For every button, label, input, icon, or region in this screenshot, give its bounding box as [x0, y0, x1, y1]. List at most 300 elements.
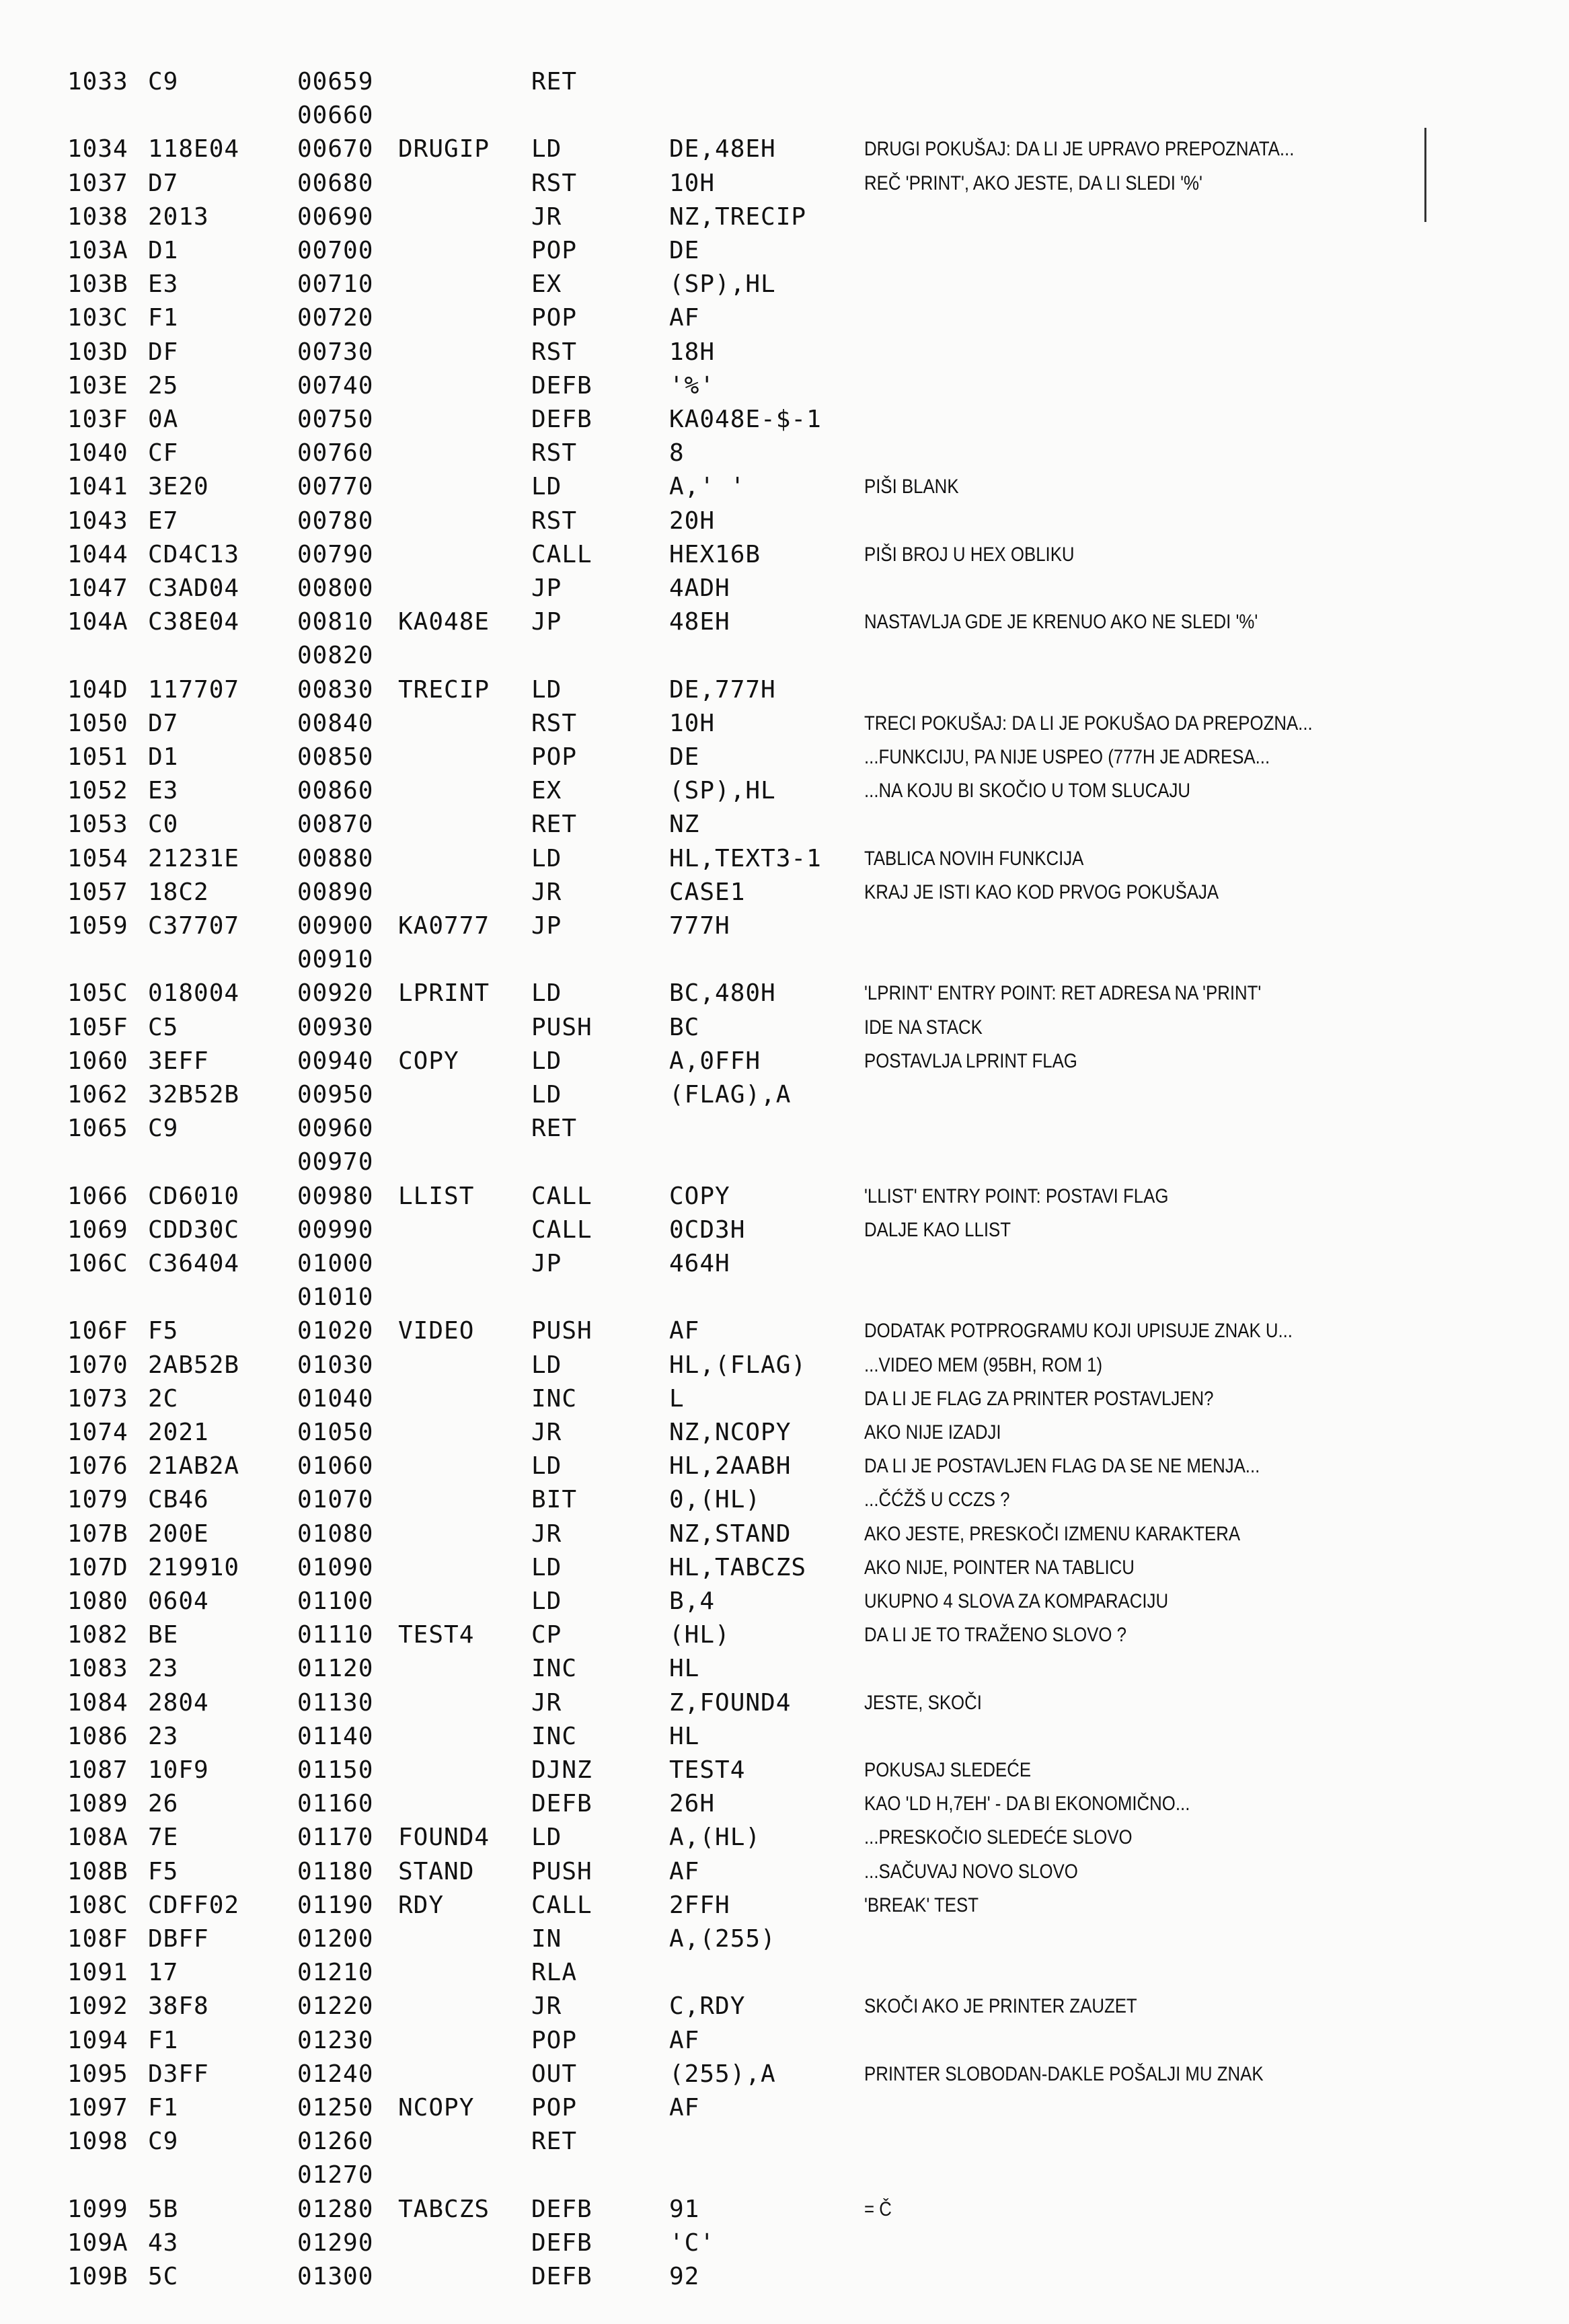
line-number-cell: 00659: [297, 68, 374, 96]
machine-code-cell: 23: [148, 1723, 179, 1750]
operand-cell: DE,777H: [669, 676, 776, 704]
listing-row: [0, 606, 1569, 638]
machine-code-cell: 2C: [148, 1385, 179, 1413]
address-cell: 104A: [67, 608, 128, 636]
address-cell: 1062: [67, 1081, 128, 1109]
opcode-cell: BIT: [531, 1486, 578, 1513]
opcode-cell: INC: [531, 1655, 578, 1682]
operand-cell: A,0FFH: [669, 1047, 761, 1075]
address-cell: 1094: [67, 2027, 128, 2054]
operand-cell: (SP),HL: [669, 777, 776, 804]
line-number-cell: 00970: [297, 1148, 374, 1176]
operand-cell: 464H: [669, 1250, 730, 1277]
operand-cell: 10H: [669, 710, 716, 737]
opcode-cell: LD: [531, 676, 562, 704]
address-cell: 106F: [67, 1317, 128, 1345]
listing-row: [0, 2092, 1569, 2124]
address-cell: 1092: [67, 1992, 128, 2020]
machine-code-cell: E3: [148, 270, 179, 298]
line-number-cell: 00920: [297, 979, 374, 1007]
comment-cell: PIŠI BLANK: [864, 476, 959, 498]
opcode-cell: CALL: [531, 1216, 592, 1244]
address-cell: 1080: [67, 1587, 128, 1615]
opcode-cell: RET: [531, 1115, 578, 1142]
listing-row: [0, 1754, 1569, 1787]
comment-cell: 'LLIST' ENTRY POINT: POSTAVI FLAG: [864, 1185, 1169, 1207]
operand-cell: 8: [669, 439, 685, 467]
opcode-cell: RST: [531, 338, 578, 366]
operand-cell: A,(HL): [669, 1824, 761, 1851]
label-cell: RDY: [398, 1891, 445, 1919]
comment-cell: PRINTER SLOBODAN-DAKLE POŠALJI MU ZNAK: [864, 2063, 1264, 2085]
opcode-cell: DJNZ: [531, 1756, 592, 1784]
operand-cell: HL: [669, 1655, 700, 1682]
machine-code-cell: C9: [148, 1115, 179, 1142]
label-cell: NCOPY: [398, 2094, 475, 2122]
machine-code-cell: 0A: [148, 406, 179, 433]
line-number-cell: 00800: [297, 574, 374, 602]
label-cell: LPRINT: [398, 979, 490, 1007]
listing-row: [0, 2126, 1569, 2158]
operand-cell: AF: [669, 304, 700, 332]
label-cell: KA048E: [398, 608, 490, 636]
line-number-cell: 00860: [297, 777, 374, 804]
line-number-cell: 01170: [297, 1824, 374, 1851]
opcode-cell: LD: [531, 845, 562, 872]
operand-cell: '%': [669, 372, 716, 400]
opcode-cell: EX: [531, 777, 562, 804]
line-number-cell: 01190: [297, 1891, 374, 1919]
machine-code-cell: 17: [148, 1959, 179, 1986]
opcode-cell: CALL: [531, 1891, 592, 1919]
address-cell: 1091: [67, 1959, 128, 1986]
comment-cell: TRECI POKUŠAJ: DA LI JE POKUŠAO DA PREPOZNA...: [864, 712, 1313, 735]
machine-code-cell: C5: [148, 1014, 179, 1041]
machine-code-cell: 3E20: [148, 473, 209, 500]
machine-code-cell: D1: [148, 743, 179, 771]
machine-code-cell: DBFF: [148, 1925, 209, 1953]
label-cell: VIDEO: [398, 1317, 475, 1345]
listing-row: [0, 2261, 1569, 2293]
operand-cell: 4ADH: [669, 574, 730, 602]
address-cell: 1047: [67, 574, 128, 602]
opcode-cell: JR: [531, 878, 562, 906]
operand-cell: 92: [669, 2263, 700, 2290]
address-cell: 1086: [67, 1723, 128, 1750]
listing-row: [0, 1248, 1569, 1280]
machine-code-cell: 25: [148, 372, 179, 400]
line-number-cell: 01150: [297, 1756, 374, 1784]
opcode-cell: LD: [531, 1047, 562, 1075]
operand-cell: HL,TEXT3-1: [669, 845, 822, 872]
operand-cell: 10H: [669, 170, 716, 197]
listing-row: [0, 876, 1569, 909]
machine-code-cell: 5C: [148, 2263, 179, 2290]
opcode-cell: RET: [531, 68, 578, 96]
machine-code-cell: C36404: [148, 1250, 240, 1277]
operand-cell: DE: [669, 743, 700, 771]
address-cell: 107D: [67, 1554, 128, 1581]
opcode-cell: DEFB: [531, 406, 592, 433]
machine-code-cell: BE: [148, 1621, 179, 1649]
listing-row: [0, 167, 1569, 200]
operand-cell: HL,TABCZS: [669, 1554, 807, 1581]
operand-cell: A,' ': [669, 473, 746, 500]
address-cell: 1051: [67, 743, 128, 771]
machine-code-cell: CD6010: [148, 1183, 240, 1210]
listing-row: [0, 235, 1569, 267]
listing-row: [0, 66, 1569, 98]
listing-row: [0, 100, 1569, 132]
operand-cell: Z,FOUND4: [669, 1689, 792, 1717]
address-cell: 1057: [67, 878, 128, 906]
address-cell: 106C: [67, 1250, 128, 1277]
listing-row: [0, 809, 1569, 841]
comment-cell: DODATAK POTPROGRAMU KOJI UPISUJE ZNAK U...: [864, 1320, 1293, 1342]
listing-row: [0, 133, 1569, 165]
address-cell: 1037: [67, 170, 128, 197]
comment-cell: UKUPNO 4 SLOVA ZA KOMPARACIJU: [864, 1590, 1169, 1612]
machine-code-cell: 2021: [148, 1419, 209, 1446]
listing-row: [0, 505, 1569, 537]
machine-code-cell: 32B52B: [148, 1081, 240, 1109]
machine-code-cell: 2013: [148, 203, 209, 231]
machine-code-cell: 21231E: [148, 845, 240, 872]
opcode-cell: JR: [531, 1520, 562, 1548]
line-number-cell: 00980: [297, 1183, 374, 1210]
line-number-cell: 01200: [297, 1925, 374, 1953]
line-number-cell: 00790: [297, 541, 374, 568]
address-cell: 1038: [67, 203, 128, 231]
address-cell: 1065: [67, 1115, 128, 1142]
machine-code-cell: DF: [148, 338, 179, 366]
line-number-cell: 00730: [297, 338, 374, 366]
operand-cell: AF: [669, 2094, 700, 2122]
line-number-cell: 01000: [297, 1250, 374, 1277]
address-cell: 1084: [67, 1689, 128, 1717]
machine-code-cell: C3AD04: [148, 574, 240, 602]
operand-cell: NZ,STAND: [669, 1520, 792, 1548]
listing-row: [0, 741, 1569, 774]
machine-code-cell: 3EFF: [148, 1047, 209, 1075]
opcode-cell: LD: [531, 135, 562, 163]
line-number-cell: 00900: [297, 912, 374, 940]
comment-cell: REČ 'PRINT', AKO JESTE, DA LI SLEDI '%': [864, 172, 1202, 194]
address-cell: 108A: [67, 1824, 128, 1851]
line-number-cell: 01030: [297, 1351, 374, 1379]
line-number-cell: 00750: [297, 406, 374, 433]
line-number-cell: 01060: [297, 1452, 374, 1480]
operand-cell: (FLAG),A: [669, 1081, 792, 1109]
label-cell: TRECIP: [398, 676, 490, 704]
opcode-cell: PUSH: [531, 1014, 592, 1041]
address-cell: 1099: [67, 2196, 128, 2223]
address-cell: 103B: [67, 270, 128, 298]
listing-row: [0, 1653, 1569, 1685]
listing-row: [0, 1113, 1569, 1145]
opcode-cell: POP: [531, 237, 578, 264]
line-number-cell: 00950: [297, 1081, 374, 1109]
machine-code-cell: C37707: [148, 912, 240, 940]
line-number-cell: 00890: [297, 878, 374, 906]
opcode-cell: LD: [531, 1587, 562, 1615]
machine-code-cell: C38E04: [148, 608, 240, 636]
listing-row: [0, 1349, 1569, 1382]
opcode-cell: LD: [531, 473, 562, 500]
listing-row: [0, 2159, 1569, 2191]
comment-cell: ...VIDEO MEM (95BH, ROM 1): [864, 1354, 1103, 1376]
opcode-cell: CALL: [531, 1183, 592, 1210]
address-cell: 103D: [67, 338, 128, 366]
line-number-cell: 01260: [297, 2128, 374, 2155]
operand-cell: DE,48EH: [669, 135, 776, 163]
listing-row: [0, 1450, 1569, 1483]
operand-cell: 2FFH: [669, 1891, 730, 1919]
line-number-cell: 00740: [297, 372, 374, 400]
opcode-cell: IN: [531, 1925, 562, 1953]
listing-row: [0, 1856, 1569, 1888]
operand-cell: 20H: [669, 507, 716, 535]
opcode-cell: JP: [531, 608, 562, 636]
opcode-cell: RLA: [531, 1959, 578, 1986]
opcode-cell: OUT: [531, 2060, 578, 2088]
listing-row: [0, 201, 1569, 233]
address-cell: 1052: [67, 777, 128, 804]
opcode-cell: LD: [531, 1554, 562, 1581]
listing-row: [0, 708, 1569, 740]
machine-code-cell: D1: [148, 237, 179, 264]
line-number-cell: 01160: [297, 1790, 374, 1817]
opcode-cell: LD: [531, 1824, 562, 1851]
opcode-cell: LD: [531, 1081, 562, 1109]
operand-cell: KA048E-$-1: [669, 406, 822, 433]
opcode-cell: POP: [531, 2094, 578, 2122]
listing-row: [0, 1552, 1569, 1584]
machine-code-cell: D7: [148, 710, 179, 737]
address-cell: 1044: [67, 541, 128, 568]
opcode-cell: POP: [531, 743, 578, 771]
line-number-cell: 01090: [297, 1554, 374, 1581]
label-cell: LLIST: [398, 1183, 475, 1210]
address-cell: 105C: [67, 979, 128, 1007]
line-number-cell: 00870: [297, 811, 374, 838]
machine-code-cell: CF: [148, 439, 179, 467]
machine-code-cell: CDD30C: [148, 1216, 240, 1244]
operand-cell: 26H: [669, 1790, 716, 1817]
comment-cell: AKO NIJE IZADJI: [864, 1421, 1001, 1444]
line-number-cell: 01040: [297, 1385, 374, 1413]
comment-cell: DA LI JE POSTAVLJEN FLAG DA SE NE MENJA...: [864, 1455, 1260, 1477]
label-cell: COPY: [398, 1047, 459, 1075]
operand-cell: L: [669, 1385, 685, 1413]
line-number-cell: 01120: [297, 1655, 374, 1682]
machine-code-cell: 219910: [148, 1554, 240, 1581]
address-cell: 1043: [67, 507, 128, 535]
machine-code-cell: C9: [148, 68, 179, 96]
machine-code-cell: D3FF: [148, 2060, 209, 2088]
opcode-cell: INC: [531, 1723, 578, 1750]
operand-cell: NZ,TRECIP: [669, 203, 807, 231]
address-cell: 1074: [67, 1419, 128, 1446]
listing-row: [0, 1079, 1569, 1111]
opcode-cell: PUSH: [531, 1317, 592, 1345]
line-number-cell: 01050: [297, 1419, 374, 1446]
operand-cell: CASE1: [669, 878, 746, 906]
listing-row: [0, 1417, 1569, 1449]
machine-code-cell: D7: [148, 170, 179, 197]
listing-row: [0, 2058, 1569, 2091]
listing-row: [0, 1281, 1569, 1314]
address-cell: 109B: [67, 2263, 128, 2290]
listing-row: [0, 370, 1569, 402]
line-number-cell: 01070: [297, 1486, 374, 1513]
line-number-cell: 01300: [297, 2263, 374, 2290]
address-cell: 103A: [67, 237, 128, 264]
operand-cell: 777H: [669, 912, 730, 940]
line-number-cell: 01270: [297, 2161, 374, 2189]
comment-cell: PIŠI BROJ U HEX OBLIKU: [864, 543, 1075, 566]
label-cell: FOUND4: [398, 1824, 490, 1851]
operand-cell: C,RDY: [669, 1992, 746, 2020]
line-number-cell: 01110: [297, 1621, 374, 1649]
comment-cell: IDE NA STACK: [864, 1016, 983, 1039]
line-number-cell: 00990: [297, 1216, 374, 1244]
opcode-cell: DEFB: [531, 2196, 592, 2223]
address-cell: 104D: [67, 676, 128, 704]
opcode-cell: JR: [531, 1689, 562, 1717]
machine-code-cell: 38F8: [148, 1992, 209, 2020]
line-number-cell: 00760: [297, 439, 374, 467]
address-cell: 1073: [67, 1385, 128, 1413]
operand-cell: (SP),HL: [669, 270, 776, 298]
listing-row: [0, 1012, 1569, 1044]
address-cell: 108B: [67, 1858, 128, 1885]
line-number-cell: 01240: [297, 2060, 374, 2088]
address-cell: 1082: [67, 1621, 128, 1649]
comment-cell: ...PRESKOČIO SLEDEĆE SLOVO: [864, 1826, 1133, 1848]
address-cell: 1041: [67, 473, 128, 500]
machine-code-cell: F5: [148, 1317, 179, 1345]
listing-row: [0, 977, 1569, 1010]
machine-code-cell: 5B: [148, 2196, 179, 2223]
line-number-cell: 00670: [297, 135, 374, 163]
line-number-cell: 00660: [297, 102, 374, 129]
operand-cell: 91: [669, 2196, 700, 2223]
listing-row: [0, 1687, 1569, 1719]
line-number-cell: 01250: [297, 2094, 374, 2122]
comment-cell: DALJE KAO LLIST: [864, 1219, 1011, 1241]
address-cell: 103C: [67, 304, 128, 332]
machine-code-cell: 10F9: [148, 1756, 209, 1784]
line-number-cell: 01280: [297, 2196, 374, 2223]
comment-cell: SKOČI AKO JE PRINTER ZAUZET: [864, 1995, 1137, 2017]
line-number-cell: 00810: [297, 608, 374, 636]
address-cell: 103F: [67, 406, 128, 433]
comment-cell: ...SAČUVAJ NOVO SLOVO: [864, 1861, 1078, 1883]
line-number-cell: 01140: [297, 1723, 374, 1750]
operand-cell: HL: [669, 1723, 700, 1750]
address-cell: 108C: [67, 1891, 128, 1919]
operand-cell: BC,480H: [669, 979, 776, 1007]
machine-code-cell: 117707: [148, 676, 240, 704]
address-cell: 1054: [67, 845, 128, 872]
address-cell: 1089: [67, 1790, 128, 1817]
address-cell: 109A: [67, 2229, 128, 2257]
address-cell: 1070: [67, 1351, 128, 1379]
machine-code-cell: 18C2: [148, 878, 209, 906]
opcode-cell: RST: [531, 170, 578, 197]
machine-code-cell: 2AB52B: [148, 1351, 240, 1379]
address-cell: 1034: [67, 135, 128, 163]
line-number-cell: 00720: [297, 304, 374, 332]
comment-cell: KAO 'LD H,7EH' - DA BI EKONOMIČNO...: [864, 1793, 1190, 1815]
listing-row: [0, 2194, 1569, 2226]
listing-row: [0, 2025, 1569, 2057]
line-number-cell: 00680: [297, 170, 374, 197]
line-number-cell: 01020: [297, 1317, 374, 1345]
listing-row: [0, 2227, 1569, 2259]
machine-code-cell: 21AB2A: [148, 1452, 240, 1480]
line-number-cell: 01180: [297, 1858, 374, 1885]
address-cell: 1097: [67, 2094, 128, 2122]
operand-cell: A,(255): [669, 1925, 776, 1953]
machine-code-cell: 7E: [148, 1824, 179, 1851]
operand-cell: NZ,NCOPY: [669, 1419, 792, 1446]
machine-code-cell: E7: [148, 507, 179, 535]
operand-cell: AF: [669, 1858, 700, 1885]
listing-row: [0, 437, 1569, 470]
machine-code-cell: E3: [148, 777, 179, 804]
comment-cell: DA LI JE TO TRAŽENO SLOVO ?: [864, 1624, 1127, 1646]
comment-cell: POSTAVLJA LPRINT FLAG: [864, 1050, 1077, 1072]
line-number-cell: 00700: [297, 237, 374, 264]
listing-row: [0, 1957, 1569, 1989]
comment-cell: = Č: [864, 2198, 892, 2220]
listing-row: [0, 910, 1569, 942]
listing-row: [0, 1180, 1569, 1213]
opcode-cell: JP: [531, 574, 562, 602]
comment-cell: NASTAVLJA GDE JE KRENUO AKO NE SLEDI '%': [864, 611, 1258, 633]
comment-cell: 'LPRINT' ENTRY POINT: RET ADRESA NA 'PRINT': [864, 982, 1262, 1004]
operand-cell: TEST4: [669, 1756, 746, 1784]
listing-row: [0, 1721, 1569, 1753]
address-cell: 1053: [67, 811, 128, 838]
opcode-cell: LD: [531, 1351, 562, 1379]
machine-code-cell: CB46: [148, 1486, 209, 1513]
line-number-cell: 01290: [297, 2229, 374, 2257]
comment-cell: POKUSAJ SLEDEĆE: [864, 1759, 1032, 1781]
opcode-cell: PUSH: [531, 1858, 592, 1885]
operand-cell: 'C': [669, 2229, 716, 2257]
address-cell: 1095: [67, 2060, 128, 2088]
opcode-cell: DEFB: [531, 1790, 592, 1817]
opcode-cell: DEFB: [531, 2229, 592, 2257]
listing-row: [0, 1822, 1569, 1854]
operand-cell: COPY: [669, 1183, 730, 1210]
opcode-cell: JP: [531, 1250, 562, 1277]
operand-cell: AF: [669, 1317, 700, 1345]
machine-code-cell: F1: [148, 2094, 179, 2122]
operand-cell: B,4: [669, 1587, 716, 1615]
line-number-cell: 00850: [297, 743, 374, 771]
listing-row: [0, 1045, 1569, 1078]
listing-row: [0, 1518, 1569, 1550]
machine-code-cell: F5: [148, 1858, 179, 1885]
operand-cell: AF: [669, 2027, 700, 2054]
address-cell: 1076: [67, 1452, 128, 1480]
line-number-cell: 00820: [297, 642, 374, 669]
listing-row: [0, 1315, 1569, 1347]
